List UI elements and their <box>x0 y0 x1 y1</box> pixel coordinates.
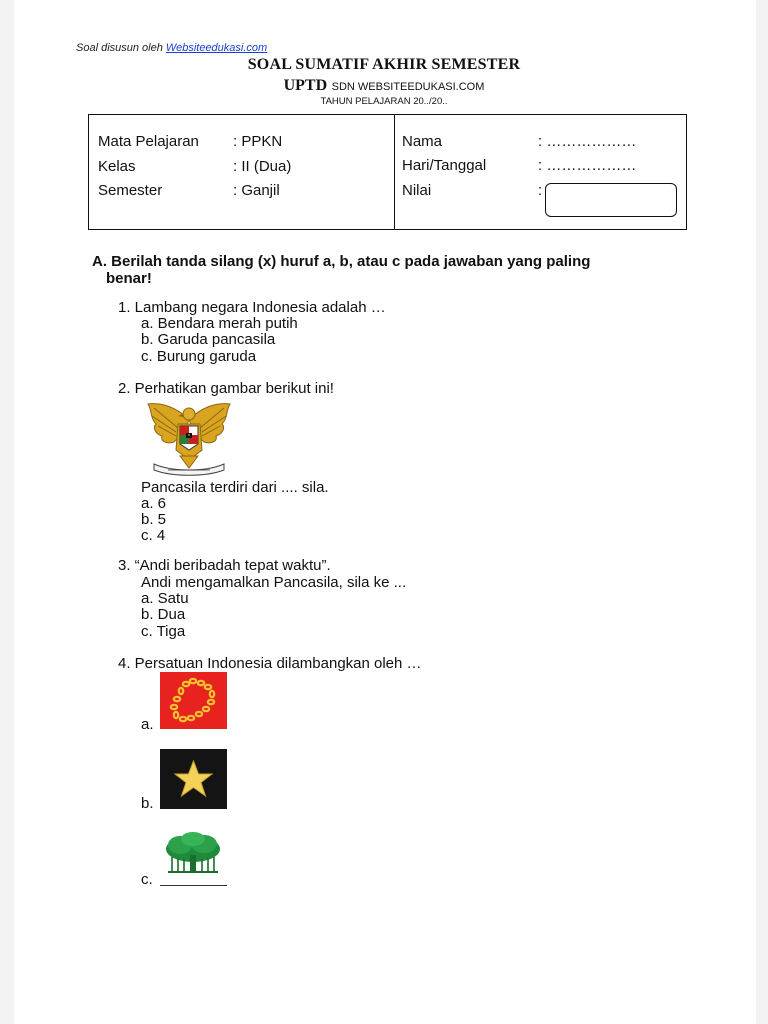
school-name <box>0 77 768 95</box>
q4-option-b-label[interactable]: b. <box>141 795 154 812</box>
label-semester: Semester <box>98 182 163 199</box>
q1-option-b[interactable]: b. Garuda pancasila <box>141 331 276 348</box>
school-name-text: SDN WEBSITEEDUKASI.COM <box>331 81 485 93</box>
q4-option-c-label[interactable]: c. <box>141 871 153 888</box>
identity-divider <box>394 114 395 230</box>
instruction-line-1: A. Berilah tanda silang (x) huruf a, b, atau c pada jawaban yang paling <box>92 253 591 270</box>
q1-option-c[interactable]: c. Burung garuda <box>141 348 257 365</box>
label-name: Nama <box>402 133 443 150</box>
q2-option-a[interactable]: a. 6 <box>141 495 167 512</box>
q4-option-a-label[interactable]: a. <box>141 716 154 733</box>
question-2: 2. Perhatikan gambar berikut ini! <box>118 380 334 397</box>
star-symbol-image[interactable] <box>160 749 227 809</box>
value-semester: : Ganjil <box>233 182 280 199</box>
value-class: : II (Dua) <box>233 158 292 175</box>
banyan-tree-symbol-image[interactable] <box>160 827 227 886</box>
school-name-prefix: UPTD <box>283 77 328 94</box>
value-subject: : PPKN <box>233 133 283 150</box>
q3-prompt: Andi mengamalkan Pancasila, sila ke ... <box>141 574 407 591</box>
value-date[interactable]: : ……………… <box>538 157 637 174</box>
exam-title: SOAL SUMATIF AKHIR SEMESTER <box>247 56 521 73</box>
q2-option-b[interactable]: b. 5 <box>141 511 167 528</box>
label-subject: Mata Pelajaran <box>98 133 199 150</box>
label-class: Kelas <box>98 158 136 175</box>
credit-prefix: Soal disusun oleh <box>76 42 163 54</box>
q2-prompt: Pancasila terdiri dari .... sila. <box>141 479 329 496</box>
academic-year: TAHUN PELAJARAN 20../20.. <box>320 96 448 107</box>
section-a-instruction <box>92 253 692 287</box>
value-name[interactable]: : ……………… <box>538 133 637 150</box>
garuda-pancasila-image <box>142 398 236 478</box>
question-3: 3. “Andi beribadah tepat waktu”. <box>118 557 331 574</box>
q3-option-b[interactable]: b. Dua <box>141 606 186 623</box>
chain-symbol-image[interactable] <box>160 672 227 729</box>
label-date: Hari/Tanggal <box>402 157 487 174</box>
q1-option-a[interactable]: a. Bendara merah putih <box>141 315 298 332</box>
q3-option-a[interactable]: a. Satu <box>141 590 189 607</box>
instruction-line-2: benar! <box>106 270 152 287</box>
label-score: Nilai <box>402 182 432 199</box>
credit-link[interactable]: Websiteedukasi.com <box>165 42 268 54</box>
question-4: 4. Persatuan Indonesia dilambangkan oleh … <box>118 655 422 672</box>
value-score: : <box>538 182 543 199</box>
score-box[interactable] <box>545 183 677 217</box>
q3-option-c[interactable]: c. Tiga <box>141 623 186 640</box>
question-1: 1. Lambang negara Indonesia adalah … <box>118 299 386 316</box>
credit-line <box>76 42 267 54</box>
q2-option-c[interactable]: c. 4 <box>141 527 166 544</box>
